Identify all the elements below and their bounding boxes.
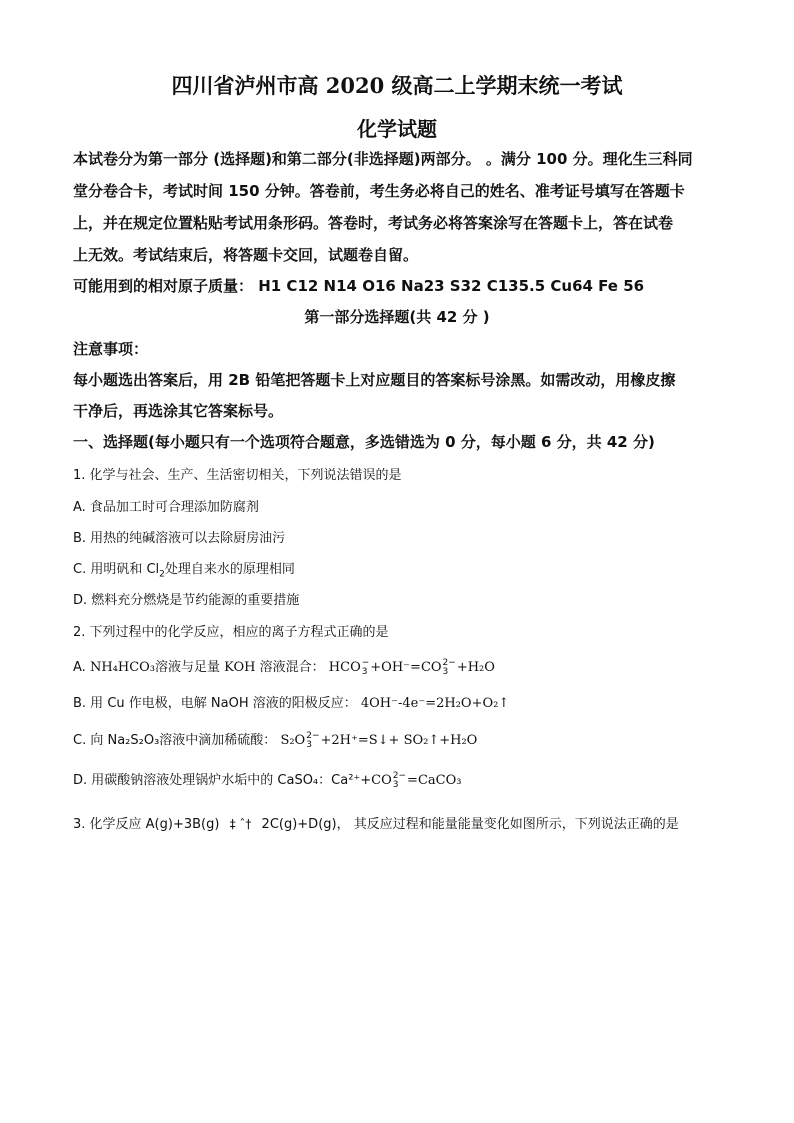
reversible-arrow-icon: ‡ ˆ† xyxy=(229,817,252,831)
q1-option-a: A. 食品加工时可合理添加防腐剂 xyxy=(73,500,259,515)
intro-line-4: 上无效。考试结束后，将答题卡交回，试题卷自留。 xyxy=(73,246,419,264)
exam-title: 四川省泸州市高 2020 级高二上学期末统一考试 xyxy=(171,73,623,98)
notes-line-2: 干净后，再选涂其它答案标号。 xyxy=(73,402,284,420)
charge-subscript-3d: 3 xyxy=(392,779,399,790)
q2-option-a-eq-3: CO xyxy=(420,660,442,675)
q2-option-a xyxy=(73,656,495,677)
q2-option-a-charge-1 xyxy=(362,659,370,677)
q2-option-c-charge xyxy=(306,732,319,750)
q2-option-a-eq-2: +OH⁻= xyxy=(370,660,421,675)
q2-option-d-eq-2: =CaCO₃ xyxy=(407,773,462,788)
charge-subscript-3: 3 xyxy=(361,666,368,677)
q3-stem-post: 2C(g)+D(g)， 其反应过程和能量能量变化如图所示，下列说法正确的是 xyxy=(261,817,679,832)
q2-option-b-eq: 4OH⁻-4e⁻=2H₂O+O₂↑ xyxy=(360,696,510,711)
part1-heading: 第一部分选择题(共 42 分 ) xyxy=(304,308,490,326)
q2-option-a-label: A. xyxy=(73,660,86,675)
q1-option-c-post: 处理自来水的原理相同 xyxy=(164,562,295,577)
q2-option-a-eq-1: HCO xyxy=(328,660,361,675)
atomic-masses: 可能用到的相对原子质量： H1 C12 N14 O16 Na23 S32 C135.5 Cu64 Fe 56 xyxy=(73,277,645,295)
intro-line-1: 本试卷分为第一部分 (选择题)和第二部分(非选择题)两部分。 。满分 100 分。理化生三科同 xyxy=(73,150,693,168)
q2-option-a-charge-2 xyxy=(443,659,456,677)
intro-line-2: 堂分卷合卡，考试时间 150 分钟。答卷前，考生务必将自己的姓名、准考证号填写在答题卡 xyxy=(73,182,685,200)
q3-stem-pre: 3. 化学反应 A(g)+3B(g) xyxy=(73,817,220,832)
q2-option-c-eq-1: S₂O xyxy=(280,733,306,748)
q3-stem xyxy=(73,813,679,832)
subject-title: 化学试题 xyxy=(357,117,437,141)
q2-option-a-eq-4: +H₂O xyxy=(456,660,495,675)
charge-2-minus: 2− xyxy=(442,657,456,668)
q1-option-c-sub: 2 xyxy=(159,569,165,580)
q2-option-b-text: B. 用 Cu 作电极，电解 NaOH 溶液的阳极反应： xyxy=(73,696,357,711)
q2-option-d-text: D. 用碳酸钠溶液处理锅炉水垢中的 CaSO₄：Ca²⁺+ xyxy=(73,773,372,788)
q2-option-c xyxy=(73,729,477,750)
q2-option-c-eq-2: +2H⁺=S↓+ SO₂↑+H₂O xyxy=(320,733,478,748)
charge-subscript-3b: 3 xyxy=(442,666,449,677)
q1-stem: 1. 化学与社会、生产、生活密切相关，下列说法错误的是 xyxy=(73,468,402,483)
q2-option-d-charge xyxy=(393,772,406,790)
q1-option-b: B. 用热的纯碱溶液可以去除厨房油污 xyxy=(73,531,286,546)
q2-option-c-text: C. 向 Na₂S₂O₃溶液中滴加稀硫酸： xyxy=(73,733,277,748)
q2-option-a-text: NH₄HCO₃溶液与足量 KOH 溶液混合： xyxy=(89,660,325,675)
q2-stem: 2. 下列过程中的化学反应，相应的离子方程式正确的是 xyxy=(73,625,389,640)
section1-heading: 一、选择题(每小题只有一个选项符合题意，多选错选为 0 分，每小题 6 分，共 42 分) xyxy=(73,433,655,451)
notes-line-1: 每小题选出答案后，用 2B 铅笔把答题卡上对应题目的答案标号涂黑。如需改动，用橡皮擦 xyxy=(73,371,676,389)
q2-option-d xyxy=(73,769,461,790)
notes-label: 注意事项： xyxy=(73,340,149,358)
q2-option-b xyxy=(73,692,509,711)
q1-option-d: D. 燃料充分燃烧是节约能源的重要措施 xyxy=(73,593,300,608)
charge-subscript-3c: 3 xyxy=(306,739,312,750)
q1-option-c xyxy=(73,558,295,580)
intro-line-3: 上，并在规定位置粘贴考试用条形码。答卷时，考试务必将答案涂写在答题卡上，答在试卷 xyxy=(73,214,674,232)
q2-option-d-eq-1: CO xyxy=(371,773,392,788)
q1-option-c-pre: C. 用明矾和 Cl xyxy=(73,562,160,577)
charge-minus: − xyxy=(361,657,370,668)
charge-2-minus-d: 2− xyxy=(392,770,407,781)
charge-2-minus-c: 2− xyxy=(306,730,320,741)
